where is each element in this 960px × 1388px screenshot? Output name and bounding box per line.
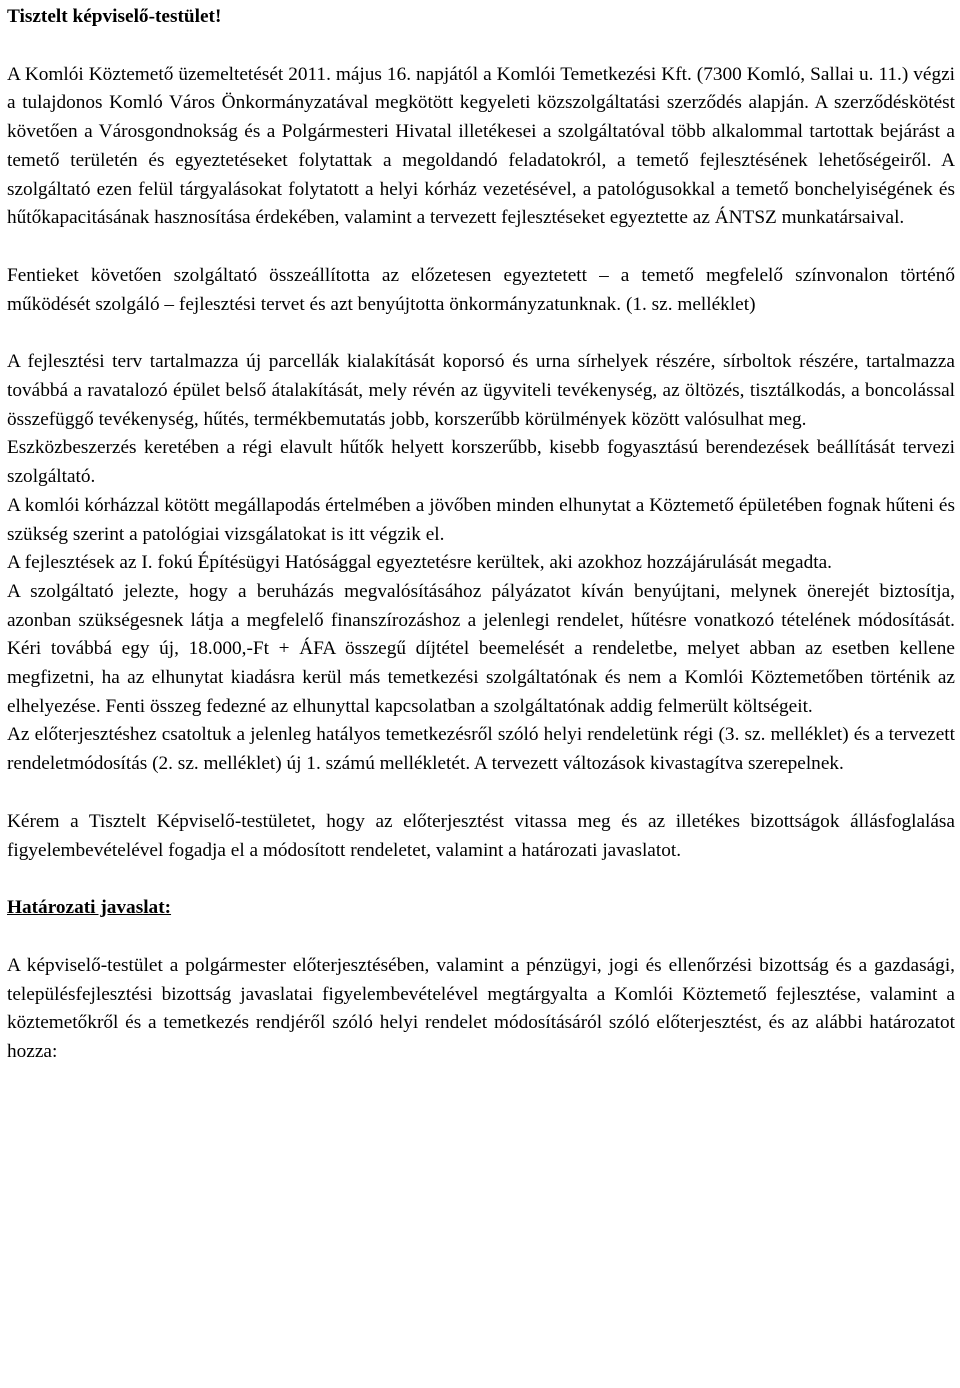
paragraph-equipment: Eszközbeszerzés keretében a régi elavult hűtők helyett korszerűbb, kisebb fogyasztású berendezések beállítását tervezi szolgáltató. [7, 437, 955, 488]
paragraph-operator-intro: A Komlói Köztemető üzemeltetését 2011. május 16. napjától a Komlói Temetkezési Kft. (7300 Komló, Sallai u. 11.) végzi a tulajdonos Komló Város Önkormányzatával megkötött kegyeleti közszolgáltatási szerződés alapján. A szerződéskötést követően a Városgondnokság és a Polgármesteri Hivatal illetékesei a szolgáltatóval több alkalommal tartottak bejárást a temető területén és egyeztetéseket folytattak a megoldandó feladatokról, a temető fejlesztésének lehetőségeiről. A szolgáltató ezen felül tárgyalásokat folytatott a helyi kórház vezetésével, a patológusokkal a temető bonchelyiségének és hűtőkapacitásának hasznosítása érdekében, valamint a tervezett fejlesztéseket egyeztette az ÁNTSZ munkatársaival. [7, 63, 955, 229]
paragraph-authority: A fejlesztések az I. fokú Építésügyi Hatósággal egyeztetésre kerültek, aki azokhoz hozzájárulását megadta. [7, 552, 832, 574]
document-page [7, 0, 955, 1067]
paragraph-funding-request: A szolgáltató jelezte, hogy a beruházás megvalósításához pályázatot kíván benyújtani, melynek önerejét biztosítja, azonban szükségesnek látja a megfelelő finanszírozáshoz a jelenlegi rendelet, hűtésre vonatkozó tételének módosítását. Kéri továbbá egy új, 18.000,-Ft + ÁFA összegű díjtétel beemelését a rendeletbe, melyet abban az esetben kellene megfizetni, ha az elhunytat kiadásra kerül más temetkezési szolgáltatónak és nem a Komlói Köztemetőben történik az elhelyezése. Fenti összeg fedezné az elhunyttal kapcsolatban a szolgáltatónak addig felmerült költségeit. [7, 580, 955, 717]
paragraph-plan-contents: A fejlesztési terv tartalmazza új parcellák kialakítását koporsó és urna sírhelyek részére, sírboltok részére, tartalmazza továbbá a ravatalozó épület belső átalakítását, mely révén az ügyviteli tevékenység, az öltözés, tisztálkodás, a boncolással összefüggő tevékenység, hűtés, termékbemutatás jobb, korszerűbb körülmények között valósulhat meg. [7, 351, 955, 430]
resolution-text: A képviselő-testület a polgármester előterjesztésében, valamint a pénzügyi, jogi és ellenőrzési bizottság és a gazdasági, településfejlesztési bizottság javaslatai figyelembevételével megtárgyalta a Komlói Köztemető fejlesztése, valamint a köztemetőkről és a temetkezés rendjéről szóló helyi rendelet módosításáról szóló előterjesztést, és az alábbi határozatot hozza: [7, 954, 955, 1063]
resolution-heading: Határozati javaslat: [7, 897, 172, 919]
paragraph-development-plan: Fentieket követően szolgáltató összeállította az előzetesen egyeztetett – a temető megfelelő színvonalon történő működését szolgáló – fejlesztési tervet és azt benyújtotta önkormányzatunknak. (1. sz. melléklet) [7, 264, 955, 315]
paragraph-request: Kérem a Tisztelt Képviselő-testületet, hogy az előterjesztést vitassa meg és az illetékes bizottságok állásfoglalása figyelembevételével fogadja el a módosított rendeletet, valamint a határozati javaslatot. [7, 810, 955, 861]
paragraph-attachments: Az előterjesztéshez csatoltuk a jelenleg hatályos temetkezésről szóló helyi rendeletünk régi (3. sz. melléklet) és a tervezett rendeletmódosítás (2. sz. melléklet) új 1. számú mellékletét. A tervezett változások kivastagítva szerepelnek. [7, 724, 955, 775]
greeting: Tisztelt képviselő-testület! [7, 6, 222, 27]
paragraph-hospital-agreement: A komlói kórházzal kötött megállapodás értelmében a jövőben minden elhunytat a Köztemető épületében fognak hűteni és szükség szerint a patológiai vizsgálatokat is itt végzik el. [7, 494, 955, 545]
